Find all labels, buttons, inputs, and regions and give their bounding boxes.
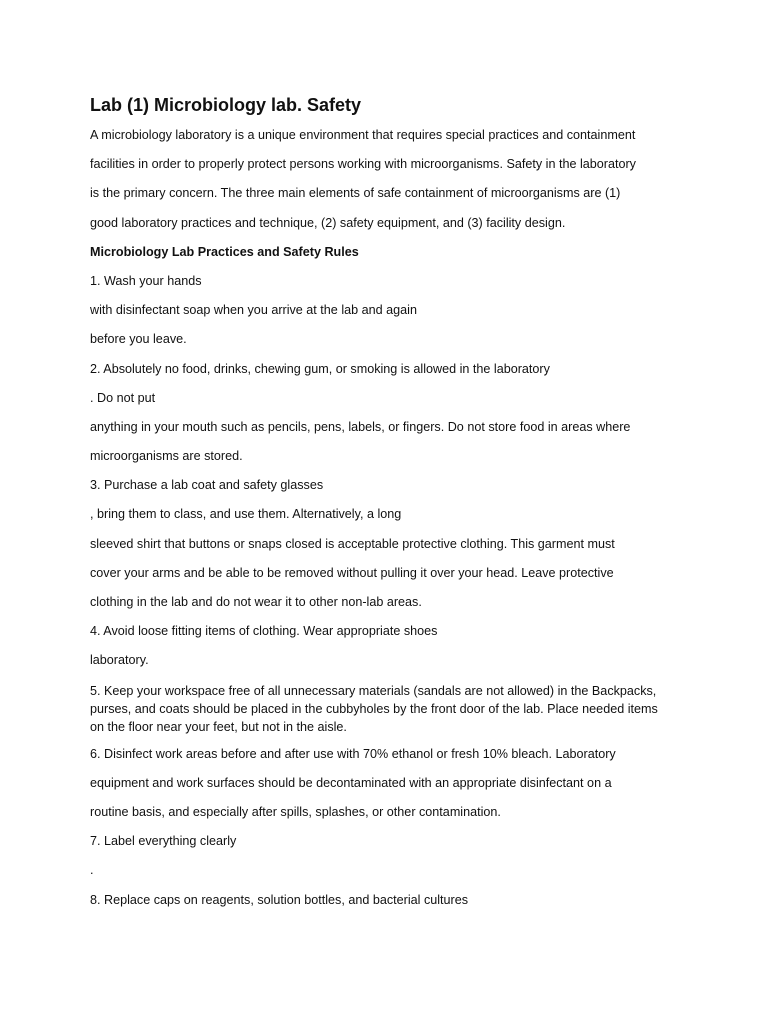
rule-2-line: . Do not put bbox=[90, 390, 156, 405]
rule-6-line: 6. Disinfect work areas before and after use with 70% ethanol or fresh 10% bleach. Laboratory bbox=[90, 746, 616, 761]
intro-line: A microbiology laboratory is a unique environment that requires special practices and containment bbox=[90, 128, 636, 142]
rule-3-line: 3. Purchase a lab coat and safety glasses bbox=[90, 478, 324, 493]
rule-3-line: clothing in the lab and do not wear it to other non-lab areas. bbox=[90, 595, 422, 609]
rule-2-line: 2. Absolutely no food, drinks, chewing gum, or smoking is allowed in the laboratory bbox=[90, 361, 550, 376]
rule-7-line: 7. Label everything clearly bbox=[90, 834, 237, 849]
document-page bbox=[90, 93, 680, 921]
rule-3-line: sleeved shirt that buttons or snaps closed is acceptable protective clothing. This garment must bbox=[90, 536, 615, 551]
rule-4-line: laboratory. bbox=[90, 653, 149, 668]
rule-6-line: routine basis, and especially after spills, splashes, or other contamination. bbox=[90, 804, 501, 819]
document-title: Lab (1) Microbiology lab. Safety bbox=[90, 95, 362, 115]
rule-3-line: cover your arms and be able to be removed without pulling it over your head. Leave protective bbox=[90, 565, 614, 580]
rule-1-line: before you leave. bbox=[90, 332, 187, 347]
rule-3-line: , bring them to class, and use them. Alternatively, a long bbox=[90, 507, 402, 522]
rule-1-line: with disinfectant soap when you arrive at the lab and again bbox=[90, 303, 417, 318]
rule-1-line: 1. Wash your hands bbox=[90, 273, 202, 288]
rule-4-line: 4. Avoid loose fitting items of clothing. Wear appropriate shoes bbox=[90, 624, 438, 639]
rule-8-line: 8. Replace caps on reagents, solution bottles, and bacterial cultures bbox=[90, 892, 469, 907]
intro-line: is the primary concern. The three main elements of safe containment of microorganisms are (1) bbox=[90, 186, 621, 201]
intro-line: facilities in order to properly protect persons working with microorganisms. Safety in the laboratory bbox=[90, 157, 636, 172]
rule-2-line: microorganisms are stored. bbox=[90, 449, 243, 464]
section-heading: Microbiology Lab Practices and Safety Rules bbox=[90, 244, 359, 259]
rule-6-line: equipment and work surfaces should be decontaminated with an appropriate disinfectant on a bbox=[90, 775, 612, 790]
rule-7-line: . bbox=[90, 863, 94, 878]
rule-5-paragraph: 5. Keep your workspace free of all unnecessary materials (sandals are not allowed) in the Backpacks, purses, and coats should be placed in the cubbyholes by the front door of the lab. Place needed items on the floor near your feet, but not in the aisle. bbox=[90, 683, 658, 734]
rule-2-line: anything in your mouth such as pencils, pens, labels, or fingers. Do not store food in areas where bbox=[90, 419, 631, 434]
intro-line: good laboratory practices and technique, (2) safety equipment, and (3) facility design. bbox=[90, 215, 566, 230]
